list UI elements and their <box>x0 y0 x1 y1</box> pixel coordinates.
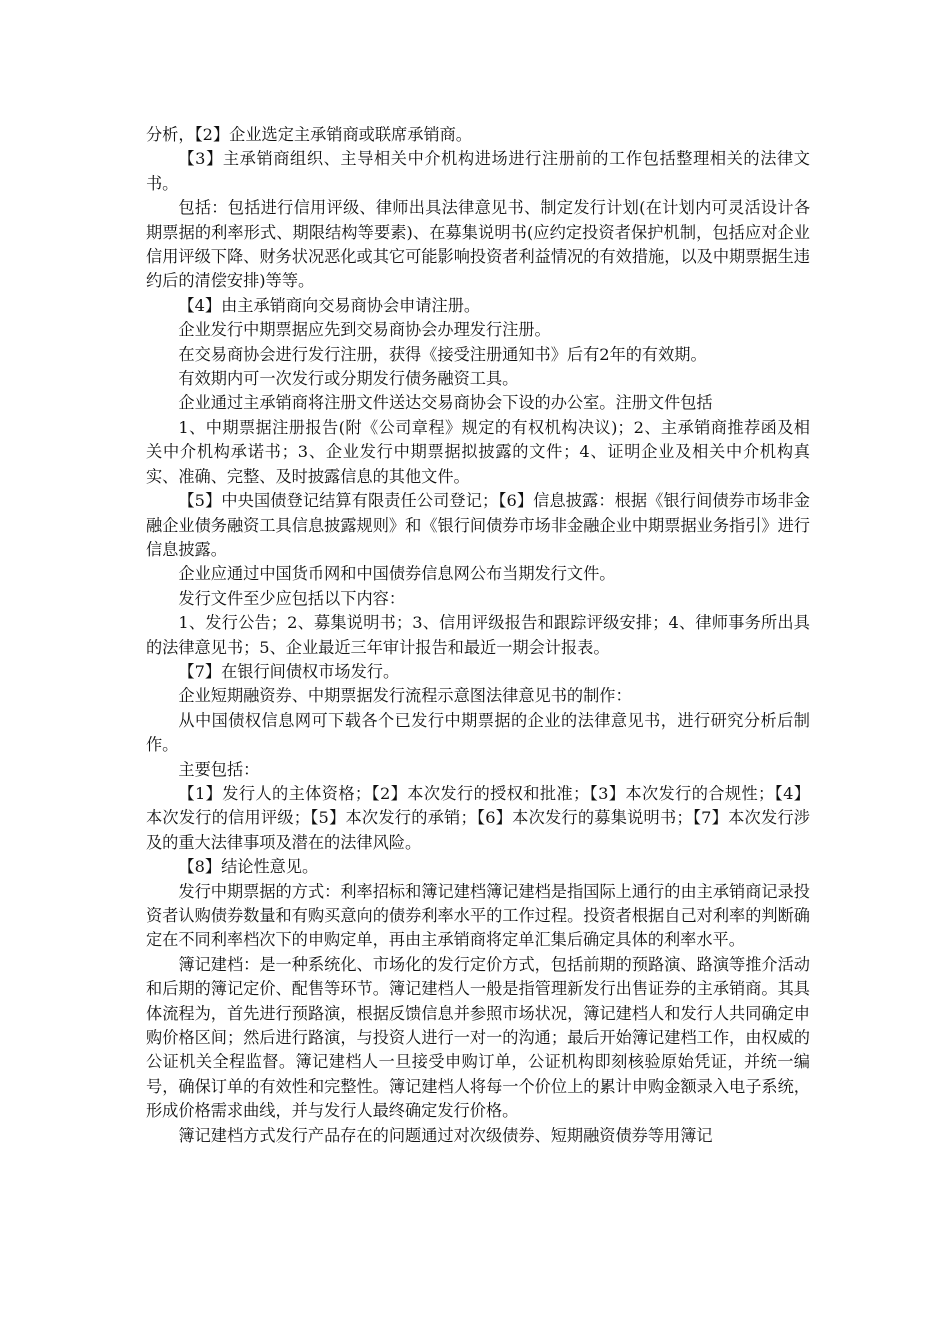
paragraph: 发行中期票据的方式：利率招标和簿记建档簿记建档是指国际上通行的由主承销商记录投资者认购债券数量和有购买意向的债券利率水平的工作过程。投资者根据自己对利率的判断确定在不同利率档次下的申购定单，再由主承销商将定单汇集后确定具体的利率水平。 <box>146 881 810 950</box>
paragraph: 在交易商协会进行发行注册，获得《接受注册通知书》后有2年的有效期。 <box>178 344 707 364</box>
paragraph: 企业通过主承销商将注册文件送达交易商协会下设的办公室。注册文件包括 <box>178 393 713 413</box>
paragraph: 【3】主承销商组织、主导相关中介机构进场进行注册前的工作包括整理相关的法律文书。 <box>146 149 810 193</box>
paragraph: 1、中期票据注册报告(附《公司章程》规定的有权机构决议)；2、主承销商推荐函及相关中介机构承诺书；3、企业发行中期票据拟披露的文件；4、证明企业及相关中介机构真实、准确、完整、及时披露信息的其他文件。 <box>146 417 810 486</box>
paragraph: 【4】由主承销商向交易商协会申请注册。 <box>178 295 481 315</box>
paragraph: 【8】结论性意见。 <box>178 857 319 877</box>
paragraph: 企业应通过中国货币网和中国债券信息网公布当期发行文件。 <box>178 564 616 584</box>
paragraph: 从中国债权信息网可下载各个已发行中期票据的企业的法律意见书，进行研究分析后制作。 <box>146 710 810 755</box>
document-body <box>146 123 810 1148</box>
paragraph: 【1】发行人的主体资格；【2】本次发行的授权和批准；【3】本次发行的合规性；【4】本次发行的信用评级；【5】本次发行的承销；【6】本次发行的募集说明书；【7】本次发行涉及的重大法律事项及潜在的法律风险。 <box>146 783 810 852</box>
paragraph: 企业短期融资券、中期票据发行流程示意图法律意见书的制作： <box>178 686 632 706</box>
paragraph: 簿记建档：是一种系统化、市场化的发行定价方式，包括前期的预路演、路演等推介活动和后期的簿记定价、配售等环节。簿记建档人一般是指管理新发行出售证券的主承销商。其具体流程为，首先进行预路演，根据反馈信息并参照市场状况，簿记建档人和发行人共同确定申购价格区间；然后进行路演，与投资人进行一对一的沟通；最后开始簿记建档工作，由权威的公证机关全程监督。簿记建档人一旦接受申购订单，公证机构即刻核验原始凭证，并统一编号，确保订单的有效性和完整性。簿记建档人将每一个价位上的累计申购金额录入电子系统，形成价格需求曲线，并与发行人最终确定发行价格。 <box>146 954 810 1121</box>
paragraph: 1、发行公告；2、募集说明书；3、信用评级报告和跟踪评级安排；4、律师事务所出具的法律意见书；5、企业最近三年审计报告和最近一期会计报表。 <box>146 613 810 657</box>
paragraph: 簿记建档方式发行产品存在的问题通过对次级债券、短期融资债券等用簿记 <box>178 1125 713 1145</box>
paragraph: 【7】在银行间债权市场发行。 <box>178 661 400 681</box>
paragraph: 分析，【2】企业选定主承销商或联席承销商。 <box>146 125 472 144</box>
paragraph: 发行文件至少应包括以下内容： <box>178 588 406 608</box>
paragraph: 有效期内可一次发行或分期发行债务融资工具。 <box>178 369 519 389</box>
paragraph: 企业发行中期票据应先到交易商协会办理发行注册。 <box>178 320 551 340</box>
paragraph: 主要包括： <box>178 759 260 779</box>
paragraph: 包括：包括进行信用评级、律师出具法律意见书、制定发行计划(在计划内可灵活设计各期票据的利率形式、期限结构等要素)、在募集说明书(应约定投资者保护机制，包括应对企业信用评级下降、财务状况恶化或其它可能影响投资者利益情况的有效措施，以及中期票据生违约后的清偿安排)等等。 <box>146 198 810 291</box>
paragraph: 【5】中央国债登记结算有限责任公司登记；【6】信息披露：根据《银行间债券市场非金融企业债务融资工具信息披露规则》和《银行间债券市场非金融企业中期票据业务指引》进行信息披露。 <box>146 491 810 559</box>
